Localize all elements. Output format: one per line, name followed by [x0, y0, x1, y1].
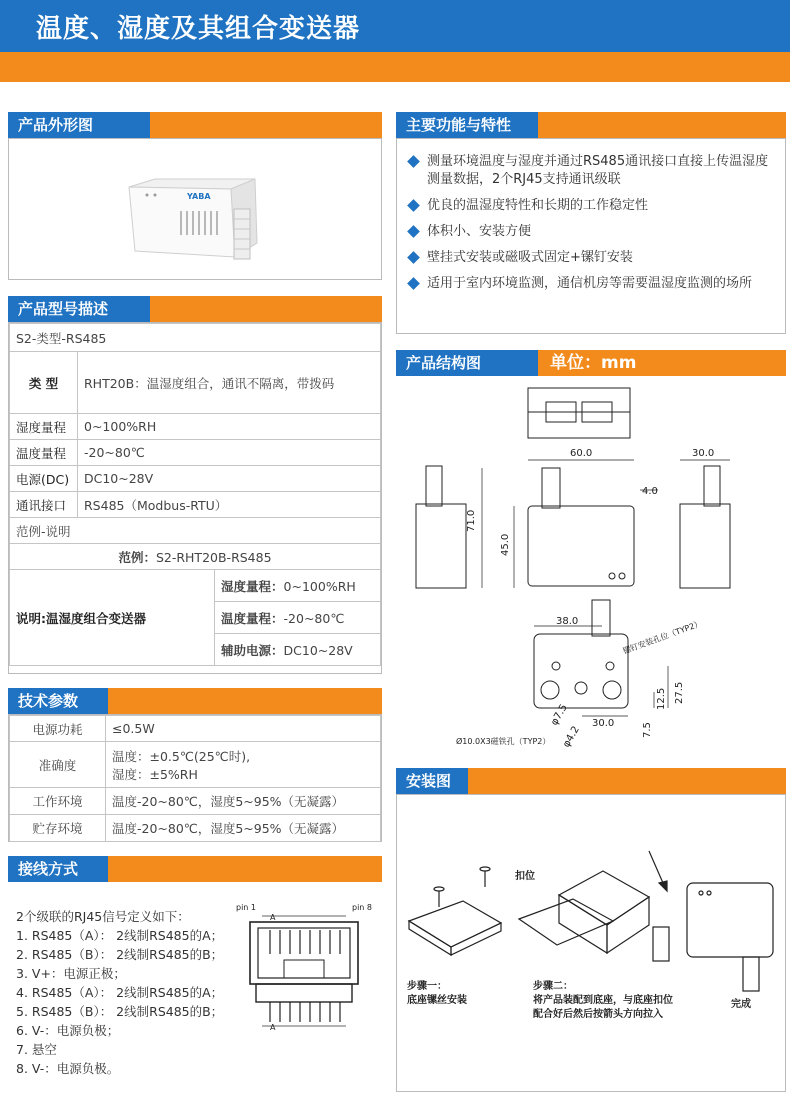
pin8-label: pin 8 [352, 903, 373, 912]
feature-item [409, 275, 777, 293]
type-label: 类 型 [10, 352, 78, 414]
dim-height-45: 45.0 [500, 533, 511, 556]
humidity-range-value: 0~100%RH [78, 414, 381, 440]
accuracy-temp: 温度：±0.5℃(25℃时), [112, 748, 251, 764]
humidity-range-label: 湿度量程 [10, 414, 78, 440]
example-row [10, 544, 381, 570]
example-label: 范例： [118, 549, 156, 565]
dim-depth-30: 30.0 [692, 448, 715, 459]
appearance-heading: 产品外形图 [8, 112, 150, 138]
tech-power-label: 电源功耗 [10, 716, 106, 742]
tech-storage-env-label: 贮存环境 [10, 815, 106, 842]
temperature-range-value: -20~80℃ [78, 440, 381, 466]
feature-text: 体积小、安装方便 [427, 224, 532, 239]
step2-desc-1: 将产品装配到底座，与底座扣位 [533, 995, 673, 1006]
install-heading: 安装图 [396, 768, 468, 794]
feature-text: 优良的温湿度特性和长期的工作稳定性 [427, 198, 649, 213]
desc-humidity-value: 0~100%RH [283, 578, 356, 594]
tech-work-env-value: 温度-20~80℃，湿度5~95%（无凝露） [106, 788, 381, 815]
type-value: RHT20B：温湿度组合，通讯不隔离，带拨码 [78, 352, 381, 414]
interface-value: RS485（Modbus-RTU） [78, 492, 381, 518]
wiring-heading: 接线方式 [8, 856, 108, 882]
features-panel [396, 138, 786, 334]
feature-item [409, 249, 777, 267]
interface-label: 通讯接口 [10, 492, 78, 518]
tech-panel [8, 714, 382, 842]
feature-text: 适用于室内环境监测，通信机房等需要温湿度监测的场所 [427, 276, 753, 291]
dim-7-5: 7.5 [642, 722, 653, 738]
brand-logo: YABA [187, 192, 211, 201]
power-label: 电源(DC) [10, 466, 78, 492]
description-label: 说明:温湿度组合变送器 [10, 570, 215, 666]
diamond-bullet-icon [407, 277, 420, 290]
tech-power-value: ≤0.5W [106, 716, 381, 742]
wiring-panel [8, 882, 382, 1092]
example-title: 范例-说明 [10, 518, 381, 544]
wiring-intro: 2个级联的RJ45信号定义如下： [16, 909, 190, 924]
model-panel [8, 322, 382, 674]
features-list [409, 153, 777, 301]
dim-4: 4.0 [642, 486, 658, 497]
wiring-item: 3. V+：电源正极； [16, 966, 126, 981]
magnet-hole-note: Ø10.0X3磁铁孔（TYP2） [456, 737, 551, 746]
accuracy-humidity: 湿度：±5%RH [112, 766, 198, 782]
desc-humidity-label: 湿度量程： [221, 578, 284, 594]
tech-heading: 技术参数 [8, 688, 108, 714]
structure-drawing [396, 376, 786, 756]
features-heading: 主要功能与特性 [396, 112, 538, 138]
section-a-top: A [270, 913, 276, 922]
pin1-label: pin 1 [236, 903, 257, 912]
diamond-bullet-icon [407, 199, 420, 212]
dim-width-60: 60.0 [570, 448, 593, 459]
wiring-item: 2. RS485（B）： 2线制RS485的B； [16, 947, 224, 962]
clip-label: 扣位 [515, 871, 535, 882]
tech-table [9, 715, 381, 842]
dim-27-5: 27.5 [674, 681, 685, 704]
step2-title: 步骤二： [533, 981, 573, 992]
power-value: DC10~28V [78, 466, 381, 492]
wiring-item: 4. RS485（A）： 2线制RS485的A； [16, 985, 224, 1000]
section-a-bottom: A [270, 1023, 276, 1032]
model-code: S2-类型-RS485 [10, 324, 381, 352]
step1-title: 步骤一： [407, 981, 447, 992]
dim-bottom-30: 30.0 [592, 718, 615, 729]
title-accent-bar [0, 52, 790, 82]
page-title: 温度、湿度及其组合变送器 [36, 14, 361, 44]
product-photo [9, 139, 381, 279]
unit-label: 单位：mm [550, 353, 637, 373]
model-heading: 产品型号描述 [8, 296, 150, 322]
appearance-header [8, 112, 382, 138]
diamond-bullet-icon [407, 155, 420, 168]
wiring-item: 6. V-：电源负极； [16, 1023, 120, 1038]
desc-row-power [215, 634, 381, 666]
model-header [8, 296, 382, 322]
title-bar [0, 0, 790, 52]
example-value: S2-RHT20B-RS485 [155, 549, 272, 565]
step1-desc: 底座镙丝安装 [407, 995, 467, 1006]
structure-header [396, 350, 786, 376]
screw-hole-note: 镙钉安装孔位（TYP2） [621, 618, 704, 656]
wiring-header [8, 856, 382, 882]
diamond-bullet-icon [407, 225, 420, 238]
desc-power-label: 辅助电源： [221, 642, 284, 658]
tech-accuracy-label: 准确度 [10, 742, 106, 788]
structure-panel [396, 376, 786, 756]
model-table [9, 323, 381, 666]
temperature-range-label: 温度量程 [10, 440, 78, 466]
install-drawing [397, 795, 785, 1091]
feature-text: 壁挂式安装或磁吸式固定+镙钉安装 [427, 250, 633, 265]
wiring-list [16, 908, 223, 1079]
diamond-bullet-icon [407, 251, 420, 264]
desc-temperature-value: -20~80℃ [283, 610, 345, 626]
wiring-item: 8. V-：电源负极。 [16, 1061, 120, 1076]
wiring-item: 7. 悬空 [16, 1042, 57, 1057]
dim-height-71: 71.0 [466, 509, 477, 532]
tech-storage-env-value: 温度-20~80℃，湿度5~95%（无凝露） [106, 815, 381, 842]
dim-12-5: 12.5 [656, 687, 667, 710]
feature-item [409, 153, 777, 189]
feature-item [409, 223, 777, 241]
install-header [396, 768, 786, 794]
done-label: 完成 [731, 999, 751, 1010]
step2-desc-2: 配合好后然后按箭头方向拉入 [533, 1009, 663, 1020]
feature-item [409, 197, 777, 215]
tech-accuracy-value [106, 742, 381, 788]
rj45-diagram [236, 898, 376, 1038]
dim-38: 38.0 [556, 616, 579, 627]
install-panel [396, 794, 786, 1092]
wiring-item: 1. RS485（A）： 2线制RS485的A； [16, 928, 224, 943]
tech-work-env-label: 工作环境 [10, 788, 106, 815]
desc-row-temperature [215, 602, 381, 634]
features-header [396, 112, 786, 138]
dim-phi-4-2: φ4.2 [561, 724, 582, 750]
desc-power-value: DC10~28V [283, 642, 353, 658]
desc-temperature-label: 温度量程： [221, 610, 284, 626]
tech-header [8, 688, 382, 714]
desc-row-humidity [215, 570, 381, 602]
wiring-item: 5. RS485（B）： 2线制RS485的B； [16, 1004, 224, 1019]
dim-phi-7-5: φ7.5 [549, 702, 570, 728]
appearance-panel [8, 138, 382, 280]
structure-heading: 产品结构图 [396, 350, 538, 376]
feature-text: 测量环境温度与湿度并通过RS485通讯接口直接上传温湿度测量数据，2个RJ45支持通讯级联 [427, 154, 769, 187]
